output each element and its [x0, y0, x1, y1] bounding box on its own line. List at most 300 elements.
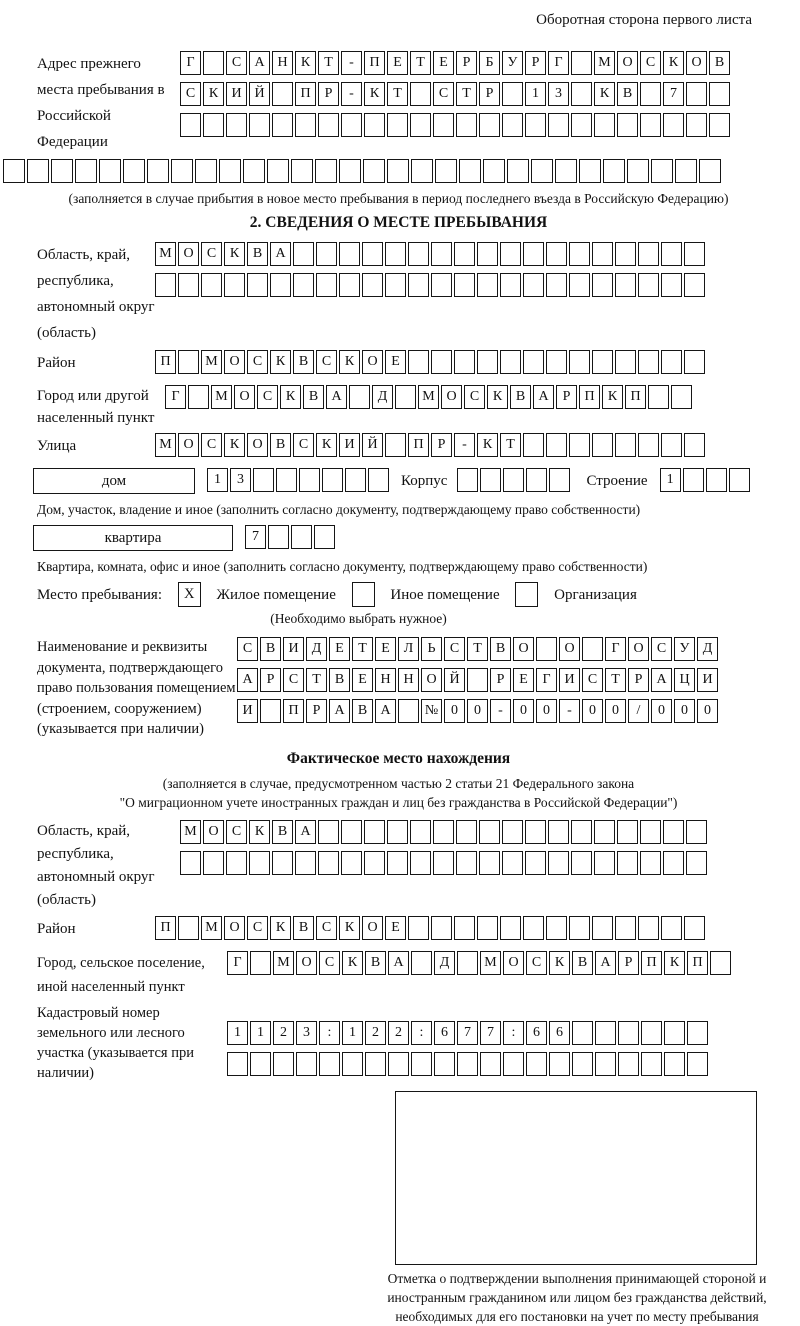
char-box: О	[513, 637, 534, 661]
char-box: О	[203, 820, 224, 844]
char-box	[477, 242, 498, 266]
char-box	[546, 916, 567, 940]
char-box	[51, 159, 73, 183]
stay-type-label: Место пребывания:	[37, 587, 162, 603]
char-box	[617, 820, 638, 844]
char-box: С	[247, 916, 268, 940]
char-box	[249, 851, 270, 875]
char-box	[709, 113, 730, 137]
char-box	[555, 159, 577, 183]
char-box: Р	[490, 668, 511, 692]
char-box: Т	[467, 637, 488, 661]
char-grid-row	[155, 273, 760, 299]
char-box	[663, 820, 684, 844]
char-box	[411, 1052, 432, 1076]
char-box	[99, 159, 121, 183]
char-box: 0	[582, 699, 603, 723]
char-box	[479, 820, 500, 844]
char-box	[523, 350, 544, 374]
char-grid-row	[457, 468, 572, 494]
char-box	[594, 820, 615, 844]
char-box: И	[339, 433, 360, 457]
char-grid-row	[227, 951, 760, 977]
char-box	[454, 273, 475, 297]
char-box: -	[341, 82, 362, 106]
char-box: 0	[674, 699, 695, 723]
char-box	[664, 1021, 685, 1045]
char-box	[268, 525, 289, 549]
char-box: Г	[227, 951, 248, 975]
char-box	[615, 433, 636, 457]
char-box	[572, 1052, 593, 1076]
char-box: М	[155, 433, 176, 457]
char-box	[299, 468, 320, 492]
char-box: 0	[651, 699, 672, 723]
char-box: Д	[697, 637, 718, 661]
char-box: С	[247, 350, 268, 374]
char-box: С	[464, 385, 485, 409]
char-box	[408, 273, 429, 297]
char-box: Т	[456, 82, 477, 106]
char-grid-row	[237, 637, 760, 663]
char-box	[318, 820, 339, 844]
char-box: С	[526, 951, 547, 975]
char-box	[318, 113, 339, 137]
char-box: 2	[365, 1021, 386, 1045]
actual-location-title: Фактическое место нахождения	[286, 749, 511, 767]
char-box: Н	[272, 51, 293, 75]
char-box	[592, 350, 613, 374]
char-box: К	[224, 433, 245, 457]
char-box: Н	[375, 668, 396, 692]
char-box	[582, 637, 603, 661]
char-box: П	[687, 951, 708, 975]
char-box: Т	[352, 637, 373, 661]
char-box: -	[490, 699, 511, 723]
char-box	[579, 159, 601, 183]
char-box	[385, 273, 406, 297]
house-field-label-box: дом	[33, 468, 195, 494]
char-box	[684, 916, 705, 940]
char-box: 0	[605, 699, 626, 723]
char-box: М	[418, 385, 439, 409]
char-box	[273, 1052, 294, 1076]
char-box	[260, 699, 281, 723]
char-box	[546, 242, 567, 266]
checkbox-zhiloe: X	[178, 582, 201, 607]
char-box: О	[617, 51, 638, 75]
char-box	[684, 242, 705, 266]
char-box	[548, 113, 569, 137]
char-box	[477, 273, 498, 297]
stay-type-row	[37, 582, 760, 609]
char-box: Е	[513, 668, 534, 692]
char-box: П	[155, 350, 176, 374]
char-box: К	[549, 951, 570, 975]
char-box: М	[594, 51, 615, 75]
char-box: В	[365, 951, 386, 975]
char-box: 6	[526, 1021, 547, 1045]
char-box	[641, 1052, 662, 1076]
region-block	[37, 242, 760, 346]
char-grid-row	[155, 916, 760, 942]
char-box: -	[559, 699, 580, 723]
char-box: 1	[207, 468, 228, 492]
char-box	[526, 1052, 547, 1076]
char-box	[661, 433, 682, 457]
previous-address-note: (заполняется в случае прибытия в новое место пребывания в период последнего въезда в Российскую Федерацию)	[68, 191, 729, 206]
char-box	[592, 273, 613, 297]
char-box: Р	[628, 668, 649, 692]
char-box	[433, 820, 454, 844]
char-box	[291, 159, 313, 183]
char-box: С	[201, 242, 222, 266]
char-box: В	[510, 385, 531, 409]
apartment-note: Квартира, комната, офис и иное (заполнить согласно документу, подтверждающему право собственности)	[37, 559, 648, 574]
char-box: А	[388, 951, 409, 975]
char-box: 2	[388, 1021, 409, 1045]
char-box	[314, 525, 335, 549]
char-box	[459, 159, 481, 183]
title-document-label: Наименование и реквизиты документа, подтверждающего право пользования помещением (строением, сооружением) (указывается при наличии)	[37, 639, 236, 737]
char-box	[503, 468, 524, 492]
char-box	[147, 159, 169, 183]
char-box	[322, 468, 343, 492]
char-box: 1	[227, 1021, 248, 1045]
char-box: В	[709, 51, 730, 75]
char-box	[410, 82, 431, 106]
char-box: В	[270, 433, 291, 457]
char-box	[411, 951, 432, 975]
char-box: У	[674, 637, 695, 661]
char-box	[569, 916, 590, 940]
char-grid-row	[227, 1052, 760, 1078]
checkbox-inoe	[352, 582, 375, 607]
char-box	[250, 951, 271, 975]
char-box	[618, 1021, 639, 1045]
char-box	[342, 1052, 363, 1076]
char-box	[243, 159, 265, 183]
char-box	[410, 820, 431, 844]
char-box: С	[237, 637, 258, 661]
char-box: Т	[318, 51, 339, 75]
char-box	[431, 273, 452, 297]
char-box	[686, 851, 707, 875]
char-box: Р	[456, 51, 477, 75]
char-box: 3	[296, 1021, 317, 1045]
char-box: /	[628, 699, 649, 723]
char-box	[617, 113, 638, 137]
char-box: М	[201, 916, 222, 940]
char-box: В	[329, 668, 350, 692]
char-box	[296, 1052, 317, 1076]
char-grid-row	[237, 699, 760, 725]
char-box	[603, 159, 625, 183]
char-box	[710, 951, 731, 975]
char-box	[249, 113, 270, 137]
char-box	[500, 242, 521, 266]
char-box: 7	[663, 82, 684, 106]
char-box	[339, 242, 360, 266]
char-box	[315, 159, 337, 183]
char-box: М	[480, 951, 501, 975]
char-box	[502, 820, 523, 844]
char-box	[433, 113, 454, 137]
char-box	[523, 242, 544, 266]
char-box	[500, 916, 521, 940]
char-box: П	[295, 82, 316, 106]
char-box: К	[364, 82, 385, 106]
char-box: К	[270, 350, 291, 374]
char-box: А	[329, 699, 350, 723]
apartment-row	[37, 525, 760, 556]
char-box	[663, 113, 684, 137]
char-box	[683, 468, 704, 492]
char-box	[363, 159, 385, 183]
char-box: О	[224, 916, 245, 940]
street-label: Улица	[37, 438, 77, 454]
char-box	[571, 82, 592, 106]
char-box	[569, 242, 590, 266]
char-box	[408, 242, 429, 266]
previous-address-grid	[180, 51, 760, 144]
char-box	[571, 820, 592, 844]
char-box: К	[594, 82, 615, 106]
char-box	[410, 113, 431, 137]
char-box: 2	[273, 1021, 294, 1045]
char-box: 6	[549, 1021, 570, 1045]
char-box: В	[352, 699, 373, 723]
char-box: Р	[318, 82, 339, 106]
char-box	[341, 820, 362, 844]
char-box	[548, 851, 569, 875]
char-box	[3, 159, 25, 183]
char-box	[408, 350, 429, 374]
char-box	[385, 433, 406, 457]
char-box	[627, 159, 649, 183]
char-box	[569, 433, 590, 457]
char-box	[408, 916, 429, 940]
char-box	[638, 242, 659, 266]
actual-district-label: Район	[37, 920, 76, 937]
char-box	[592, 433, 613, 457]
char-box	[686, 82, 707, 106]
char-grid-row-overflow	[3, 159, 760, 185]
char-box	[250, 1052, 271, 1076]
char-box	[180, 851, 201, 875]
char-box: Ь	[421, 637, 442, 661]
char-box: 6	[434, 1021, 455, 1045]
district-label: Район	[37, 355, 76, 371]
char-box	[387, 159, 409, 183]
char-box: 0	[467, 699, 488, 723]
char-box	[195, 159, 217, 183]
char-box: К	[224, 242, 245, 266]
char-box: К	[316, 433, 337, 457]
char-box	[525, 851, 546, 875]
char-box	[663, 851, 684, 875]
char-box: В	[617, 82, 638, 106]
char-box	[456, 820, 477, 844]
registration-stamp-note: Отметка о подтверждении выполнения принимающей стороной и иностранным гражданином или лицом без гражданства действий, необходимых для его постановки на учет по месту пребывания	[387, 1270, 767, 1324]
char-box: Е	[385, 916, 406, 940]
char-box: О	[247, 433, 268, 457]
char-box: :	[411, 1021, 432, 1045]
char-box	[503, 1052, 524, 1076]
char-grid-row	[165, 385, 760, 411]
char-box: Л	[398, 637, 419, 661]
char-box: А	[295, 820, 316, 844]
char-grid-row	[180, 113, 760, 139]
char-box	[411, 159, 433, 183]
char-box	[433, 851, 454, 875]
char-box	[293, 242, 314, 266]
char-box: Н	[398, 668, 419, 692]
char-box: Й	[249, 82, 270, 106]
char-box: В	[247, 242, 268, 266]
house-note: Дом, участок, владение и иное (заполнить согласно документу, подтверждающему право собственности)	[37, 502, 641, 517]
char-box	[687, 1021, 708, 1045]
char-box	[595, 1052, 616, 1076]
char-box: А	[270, 242, 291, 266]
char-box: К	[249, 820, 270, 844]
apartment-field-label-box: квартира	[33, 525, 233, 551]
char-box	[684, 350, 705, 374]
char-box	[272, 851, 293, 875]
char-box: К	[477, 433, 498, 457]
char-box	[364, 851, 385, 875]
city-label: Город или другой населенный пункт	[37, 388, 155, 426]
char-box: С	[582, 668, 603, 692]
char-box: Г	[180, 51, 201, 75]
char-box	[270, 273, 291, 297]
char-box: М	[211, 385, 232, 409]
char-box: Р	[618, 951, 639, 975]
char-box	[178, 916, 199, 940]
char-box: И	[559, 668, 580, 692]
char-box: Т	[500, 433, 521, 457]
char-box: 7	[245, 525, 266, 549]
char-box	[364, 820, 385, 844]
char-grid-row	[155, 350, 760, 376]
street-block	[37, 433, 760, 464]
char-box	[368, 468, 389, 492]
char-box: П	[283, 699, 304, 723]
char-box	[571, 113, 592, 137]
char-box	[318, 851, 339, 875]
stroenie-label: Строение	[586, 473, 648, 489]
char-box	[224, 273, 245, 297]
char-box	[617, 851, 638, 875]
checkbox-organizatsiya	[515, 582, 538, 607]
char-box: -	[454, 433, 475, 457]
char-box: О	[362, 916, 383, 940]
char-box	[615, 916, 636, 940]
char-box	[339, 159, 361, 183]
char-box: С	[316, 350, 337, 374]
char-box	[267, 159, 289, 183]
char-box	[387, 113, 408, 137]
char-box	[362, 242, 383, 266]
char-box	[203, 51, 224, 75]
char-box	[664, 1052, 685, 1076]
char-box: А	[595, 951, 616, 975]
char-box: А	[651, 668, 672, 692]
char-box: :	[503, 1021, 524, 1045]
district-block	[37, 350, 760, 381]
char-box	[500, 350, 521, 374]
option-label-zhiloe: Жилое помещение	[216, 587, 336, 603]
char-box	[171, 159, 193, 183]
option-label-organizatsiya: Организация	[554, 587, 637, 603]
char-box	[569, 350, 590, 374]
char-box	[387, 851, 408, 875]
char-box	[385, 242, 406, 266]
char-box: Т	[605, 668, 626, 692]
char-box: Г	[536, 668, 557, 692]
char-box: Т	[387, 82, 408, 106]
char-box: Д	[306, 637, 327, 661]
char-box: И	[697, 668, 718, 692]
char-box	[410, 851, 431, 875]
char-box: Ц	[674, 668, 695, 692]
char-box	[706, 468, 727, 492]
char-box: Р	[306, 699, 327, 723]
char-box	[219, 159, 241, 183]
char-box: Д	[372, 385, 393, 409]
char-box	[638, 273, 659, 297]
char-box	[479, 851, 500, 875]
char-box	[226, 113, 247, 137]
char-box	[502, 82, 523, 106]
korpus-label: Корпус	[401, 473, 448, 489]
char-box: К	[280, 385, 301, 409]
char-box	[661, 916, 682, 940]
char-box	[671, 385, 692, 409]
char-box	[641, 1021, 662, 1045]
page-header: Оборотная сторона первого листа	[536, 12, 752, 28]
char-box	[454, 350, 475, 374]
char-box: Е	[387, 51, 408, 75]
char-box: 3	[548, 82, 569, 106]
char-box: Б	[479, 51, 500, 75]
char-box: В	[260, 637, 281, 661]
char-box	[457, 468, 478, 492]
char-box	[316, 273, 337, 297]
char-box: С	[201, 433, 222, 457]
char-box	[435, 159, 457, 183]
char-box	[661, 273, 682, 297]
char-box: -	[341, 51, 362, 75]
char-box	[457, 951, 478, 975]
char-box: К	[342, 951, 363, 975]
char-box	[571, 51, 592, 75]
char-box: А	[237, 668, 258, 692]
char-box	[272, 82, 293, 106]
char-box	[686, 113, 707, 137]
char-box: Е	[352, 668, 373, 692]
char-box: 7	[480, 1021, 501, 1045]
actual-location-note-2: "О миграционном учете иностранных граждан и лиц без гражданства в Российской Федерации")	[119, 794, 678, 810]
char-box: С	[180, 82, 201, 106]
char-box	[615, 273, 636, 297]
char-box	[640, 113, 661, 137]
char-box	[523, 273, 544, 297]
char-box	[507, 159, 529, 183]
char-box	[638, 916, 659, 940]
char-box	[592, 242, 613, 266]
char-box: С	[433, 82, 454, 106]
